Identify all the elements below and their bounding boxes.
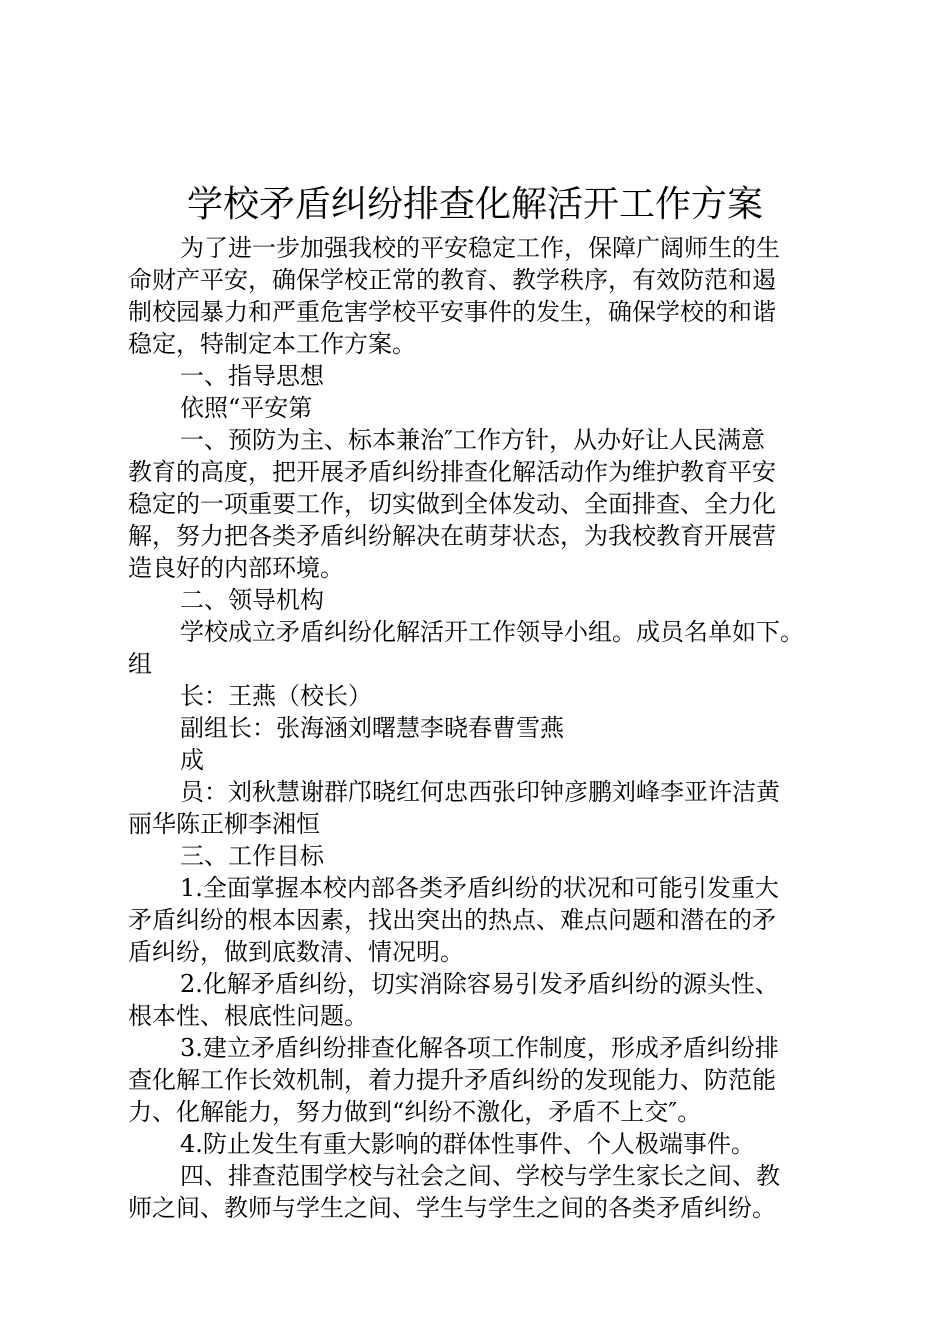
text-line: 教育的高度，把开展矛盾纠纷排查化解活动作为维护教育平安 <box>128 458 776 486</box>
text-line: 力、化解能力，努力做到“纠纷不激化，矛盾不上交″。 <box>128 1098 702 1126</box>
text-line: 根本性、根底性问题。 <box>128 1002 368 1030</box>
text-line: 依照“平安第 <box>180 394 313 422</box>
text-line: 为了进一步加强我校的平安稳定工作，保障广阔师生的生 <box>180 234 780 262</box>
text-line: 制校园暴力和严重危害学校平安事件的发生，确保学校的和谐 <box>128 298 776 326</box>
text-line: 长：王燕（校长） <box>180 682 372 710</box>
document-body <box>128 232 828 1224</box>
text-line: 二、领导机构 <box>180 586 324 614</box>
text-line: 1.全面掌握本校内部各类矛盾纠纷的状况和可能引发重大 <box>180 874 779 902</box>
text-line: 组 <box>128 650 152 678</box>
text-line: 一、指导思想 <box>180 362 324 390</box>
text-line: 矛盾纠纷的根本因素，找出突出的热点、难点问题和潜在的矛 <box>128 906 776 934</box>
text-line: 四、排查范围学校与社会之间、学校与学生家长之间、教 <box>180 1162 780 1190</box>
text-line: 成 <box>180 746 204 774</box>
text-line: 造良好的内部环境。 <box>128 554 344 582</box>
text-line: 学校成立矛盾纠纷化解活开工作领导小组。成员名单如下。 <box>180 618 804 646</box>
text-line: 副组长：张海涵刘曙慧李晓春曹雪燕 <box>180 714 564 742</box>
text-line: 盾纠纷，做到底数清、情况明。 <box>128 938 464 966</box>
text-line: 稳定的一项重要工作，切实做到全体发动、全面排查、全力化 <box>128 490 776 518</box>
text-line: 一、预防为主、标本兼治″工作方针，从办好让人民满意 <box>180 426 765 454</box>
text-line: 解，努力把各类矛盾纠纷解决在萌芽状态，为我校教育开展营 <box>128 522 776 550</box>
text-line: 2.化解矛盾纠纷，切实消除容易引发矛盾纠纷的源头性、 <box>180 970 779 998</box>
document-title: 学校矛盾纠纷排查化解活开工作方案 <box>186 184 763 225</box>
text-line: 3.建立矛盾纠纷排查化解各项工作制度，形成矛盾纠纷排 <box>180 1034 779 1062</box>
text-line: 稳定，特制定本工作方案。 <box>128 330 416 358</box>
text-line: 三、工作目标 <box>180 842 324 870</box>
text-line: 命财产平安，确保学校正常的教育、教学秩序，有效防范和遏 <box>128 266 776 294</box>
text-line: 员：刘秋慧谢群邝晓红何忠西张印钟彦鹏刘峰李亚许洁黄 <box>180 778 780 806</box>
text-line: 师之间、教师与学生之间、学生与学生之间的各类矛盾纠纷。 <box>128 1194 776 1222</box>
text-line: 丽华陈正柳李湘恒 <box>128 810 320 838</box>
text-line: 4.防止发生有重大影响的群体性事件、个人极端事件。 <box>180 1130 755 1158</box>
text-line: 查化解工作长效机制，着力提升矛盾纠纷的发现能力、防范能 <box>128 1066 776 1094</box>
